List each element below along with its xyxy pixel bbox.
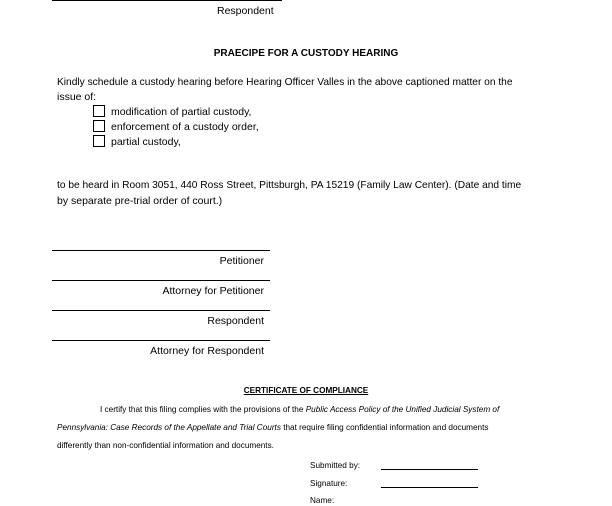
certificate-paragraph-line-3: differently than non-confidential information and documents.	[57, 441, 274, 450]
attorney-respondent-signature-line[interactable]	[52, 340, 270, 341]
intro-line-1: Kindly schedule a custody hearing before Hearing Officer Valles in the above captioned matter on the	[57, 77, 513, 88]
signature-line[interactable]	[381, 487, 478, 488]
option-label-enforcement: enforcement of a custody order,	[111, 121, 259, 133]
checkbox-partial-custody[interactable]	[93, 135, 105, 147]
submitted-by-line[interactable]	[381, 469, 478, 470]
petitioner-signature-line[interactable]	[52, 250, 270, 251]
certificate-heading: CERTIFICATE OF COMPLIANCE	[243, 386, 369, 395]
certificate-italic-1: Public Access Policy of the Unified Judicial System of	[305, 405, 500, 414]
option-label-partial-custody: partial custody,	[111, 136, 181, 148]
respondent-signature-line-2[interactable]	[52, 310, 270, 311]
location-line-2: by separate pre-trial order of court.)	[57, 195, 223, 207]
attorney-petitioner-label: Attorney for Petitioner	[162, 285, 264, 297]
petitioner-label: Petitioner	[219, 255, 264, 267]
intro-line-2: issue of:	[57, 91, 97, 103]
signature-label: Signature:	[310, 479, 348, 488]
respondent-label: Respondent	[207, 315, 264, 327]
attorney-respondent-label: Attorney for Respondent	[150, 345, 264, 357]
option-label-modification: modification of partial custody,	[111, 106, 252, 118]
checkbox-enforcement[interactable]	[93, 120, 105, 132]
submitted-by-label: Submitted by:	[310, 461, 361, 470]
name-label: Name:	[310, 496, 335, 505]
location-line-1: to be heard in Room 3051, 440 Ross Street, Pittsburgh, PA 15219 (Family Law Center). (Date and time	[57, 180, 522, 191]
respondent-signature-line	[52, 0, 282, 1]
document-title: PRAECIPE FOR A CUSTODY HEARING	[213, 48, 399, 59]
certificate-paragraph-line-1	[100, 404, 499, 415]
checkbox-modification[interactable]	[93, 105, 105, 117]
certificate-paragraph-line-2	[57, 422, 488, 433]
respondent-label-top: Respondent	[217, 5, 274, 17]
certificate-text-start: I certify that this filing complies with the provisions of the	[100, 405, 306, 414]
attorney-petitioner-signature-line[interactable]	[52, 280, 270, 281]
certificate-text-mid: that require filing confidential information and documents	[280, 423, 489, 432]
certificate-italic-2: Pennsylvania: Case Records of the Appellate and Trial Courts	[57, 423, 281, 432]
